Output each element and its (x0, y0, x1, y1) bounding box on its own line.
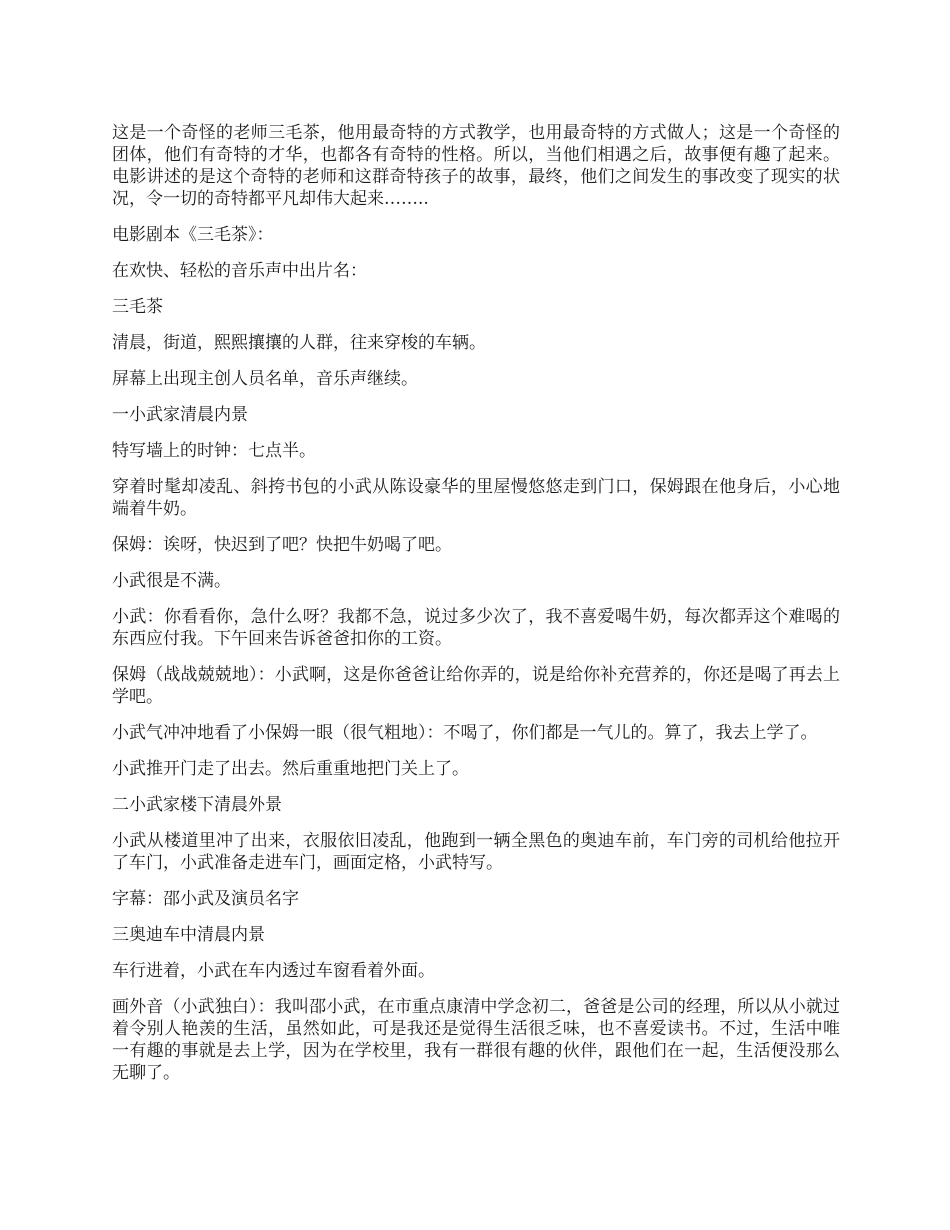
dialogue-line: 小武：你看看你，急什么呀？我都不急，说过多少次了，我不喜爱喝牛奶，每次都弄这个难喝的东西应付我。下午回来告诉爸爸扣你的工资。 (112, 607, 840, 649)
closeup-clock-line: 特写墙上的时钟：七点半。 (112, 441, 316, 461)
scene-heading-2: 二小武家楼下清晨外景 (112, 795, 282, 815)
action-line: 车行进着，小武在车内透过车窗看着外面。 (112, 961, 435, 981)
dialogue-line: 保姆：诶呀，快迟到了吧？快把牛奶喝了吧。 (112, 535, 452, 555)
dialogue-line: 保姆（战战兢兢地）：小武啊，这是你爸爸让给你弄的，说是给你补充营养的，你还是喝了再去上学吧。 (112, 665, 840, 707)
action-line: 小武推开门走了出去。然后重重地把门关上了。 (112, 759, 469, 779)
script-title-line: 电影剧本《三毛茶》： (112, 225, 274, 245)
action-line: 小武很是不满。 (112, 571, 231, 591)
credits-line: 屏幕上出现主创人员名单，音乐声继续。 (112, 369, 418, 389)
action-paragraph: 小武从楼道里冲了出来，衣服依旧凌乱，他跑到一辆全黑色的奥迪车前，车门旁的司机给他拉开了车门，小武准备走进车门，画面定格，小武特写。 (112, 831, 840, 873)
dialogue-line: 小武气冲冲地看了小保姆一眼（很气粗地）：不喝了，你们都是一气儿的。算了，我去上学了。 (112, 723, 818, 743)
scene-heading-1: 一小武家清晨内景 (112, 405, 248, 425)
film-title: 三毛茶 (112, 297, 163, 317)
document-page (112, 122, 840, 1098)
opening-title-line: 在欢快、轻松的音乐声中出片名： (112, 261, 367, 281)
voiceover-paragraph: 画外音（小武独白）：我叫邵小武，在市重点康清中学念初二，爸爸是公司的经理，所以从小就过着令别人艳羡的生活，虽然如此，可是我还是觉得生活很乏味，也不喜爱读书。不过，生活中唯一有趣的事就是去上学，因为在学校里，我有一群很有趣的伙伴，跟他们在一起，生活便没那么无聊了。 (112, 997, 840, 1083)
caption-line: 字幕：邵小武及演员名字 (112, 889, 299, 909)
intro-paragraph: 这是一个奇怪的老师三毛茶，他用最奇特的方式教学，也用最奇特的方式做人；这是一个奇怪的团体，他们有奇特的才华，也都各有奇特的性格。所以，当他们相遇之后，故事便有趣了起来。电影讲述的是这个奇特的老师和这群奇特孩子的故事，最终，他们之间发生的事改变了现实的状况，令一切的奇特都平凡却伟大起来…….. (112, 123, 840, 209)
action-paragraph: 穿着时髦却凌乱、斜挎书包的小武从陈设豪华的里屋慢悠悠走到门口，保姆跟在他身后，小心地端着牛奶。 (112, 477, 840, 519)
scene-heading-3: 三奥迪车中清晨内景 (112, 925, 265, 945)
scene-description: 清晨，街道，熙熙攘攘的人群，往来穿梭的车辆。 (112, 333, 486, 353)
